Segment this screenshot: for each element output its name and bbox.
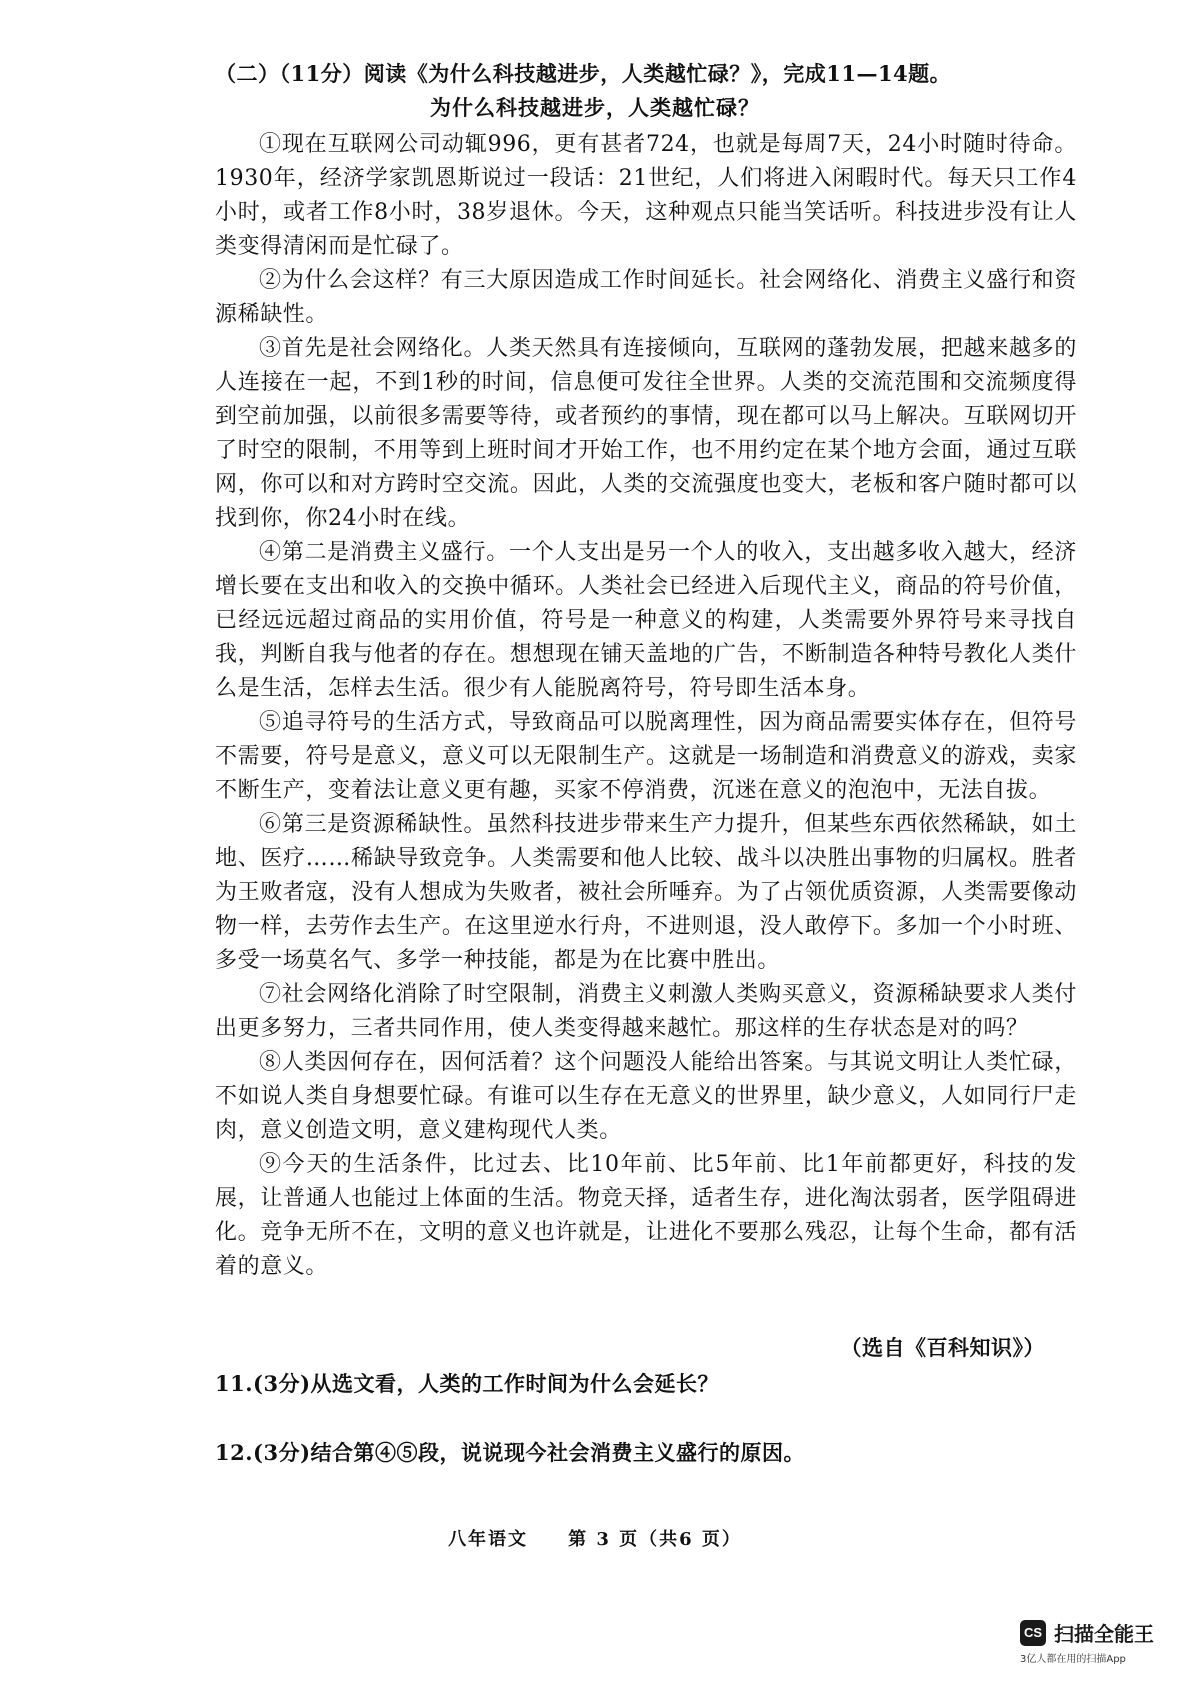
scanner-watermark xyxy=(1020,1618,1170,1666)
paragraph-9: ⑨今天的生活条件，比过去、比10年前、比5年前、比1年前都更好，科技的发展，让普通人也能过上体面的生活。物竞天择，适者生存，进化淘汰弱者，医学阻碍进化。竞争无所不在，文明的意义也许就是，让进化不要那么残忍，让每个生命，都有活着的意义。 xyxy=(215,1152,1077,1279)
article-title: 为什么科技越进步，人类越忙碌？ xyxy=(430,95,760,120)
footer-page-number: 第 3 页（共6 页） xyxy=(568,1529,742,1550)
paragraph-2: ②为什么会这样？有三大原因造成工作时间延长。社会网络化、消费主义盛行和资源稀缺性。 xyxy=(215,268,1077,327)
camscanner-logo-icon: CS xyxy=(1020,1620,1046,1646)
page-footer xyxy=(0,1525,1190,1551)
article-body xyxy=(215,128,1077,1284)
watermark-tagline: 3亿人都在用的扫描App xyxy=(1020,1654,1126,1665)
paragraph-8: ⑧人类因何存在，因何活着？这个问题没人能给出答案。与其说文明让人类忙碌，不如说人类自身想要忙碌。有谁可以生存在无意义的世界里，缺少意义，人如同行尸走肉，意义创造文明，意义建构现代人类。 xyxy=(215,1050,1077,1143)
paragraph-1: ①现在互联网公司动辄996，更有甚者724，也就是每周7天，24小时随时待命。1930年，经济学家凯恩斯说过一段话：21世纪，人们将进入闲暇时代。每天只工作4小时，或者工作8小时，38岁退休。今天，这种观点只能当笑话听。科技进步没有让人类变得清闲而是忙碌了。 xyxy=(215,132,1077,259)
question-12: 12.(3分)结合第④⑤段，说说现今社会消费主义盛行的原因。 xyxy=(215,1440,806,1465)
section-heading: （二）（11分）阅读《为什么科技越进步，人类越忙碌？》，完成11—14题。 xyxy=(215,61,952,86)
question-11: 11.(3分)从选文看，人类的工作时间为什么会延长？ xyxy=(215,1371,720,1396)
watermark-app-name: 扫描全能王 xyxy=(1054,1622,1154,1646)
footer-subject: 八年语文 xyxy=(448,1529,529,1550)
paragraph-3: ③首先是社会网络化。人类天然具有连接倾向，互联网的蓬勃发展，把越来越多的人连接在一起，不到1秒的时间，信息便可发往全世界。人类的交流范围和交流频度得到空前加强，以前很多需要等待，或者预约的事情，现在都可以马上解决。互联网切开了时空的限制，不用等到上班时间才开始工作，也不用约定在某个地方会面，通过互联网，你可以和对方跨时空交流。因此，人类的交流强度也变大，老板和客户随时都可以找到你，你24小时在线。 xyxy=(215,336,1077,531)
source-citation: （选自《百科知识》） xyxy=(840,1335,1045,1360)
paragraph-7: ⑦社会网络化消除了时空限制，消费主义刺激人类购买意义，资源稀缺要求人类付出更多努力，三者共同作用，使人类变得越来越忙。那这样的生存状态是对的吗？ xyxy=(215,982,1077,1041)
paragraph-4: ④第二是消费主义盛行。一个人支出是另一个人的收入，支出越多收入越大，经济增长要在支出和收入的交换中循环。人类社会已经进入后现代主义，商品的符号价值，已经远远超过商品的实用价值，符号是一种意义的构建，人类需要外界符号来寻找自我，判断自我与他者的存在。想想现在铺天盖地的广告，不断制造各种特号教化人类什么是生活，怎样去生活。很少有人能脱离符号，符号即生活本身。 xyxy=(215,540,1077,701)
paragraph-6: ⑥第三是资源稀缺性。虽然科技进步带来生产力提升，但某些东西依然稀缺，如土地、医疗……稀缺导致竞争。人类需要和他人比较、战斗以决胜出事物的归属权。胜者为王败者寇，没有人想成为失败者，被社会所唾弃。为了占领优质资源，人类需要像动物一样，去劳作去生产。在这里逆水行舟，不进则退，没人敢停下。多加一个小时班、多受一场莫名气、多学一种技能，都是为在比赛中胜出。 xyxy=(215,812,1077,973)
paragraph-5: ⑤追寻符号的生活方式，导致商品可以脱离理性，因为商品需要实体存在，但符号不需要，符号是意义，意义可以无限制生产。这就是一场制造和消费意义的游戏，卖家不断生产，变着法让意义更有趣，买家不停消费，沉迷在意义的泡泡中，无法自拔。 xyxy=(215,710,1077,803)
